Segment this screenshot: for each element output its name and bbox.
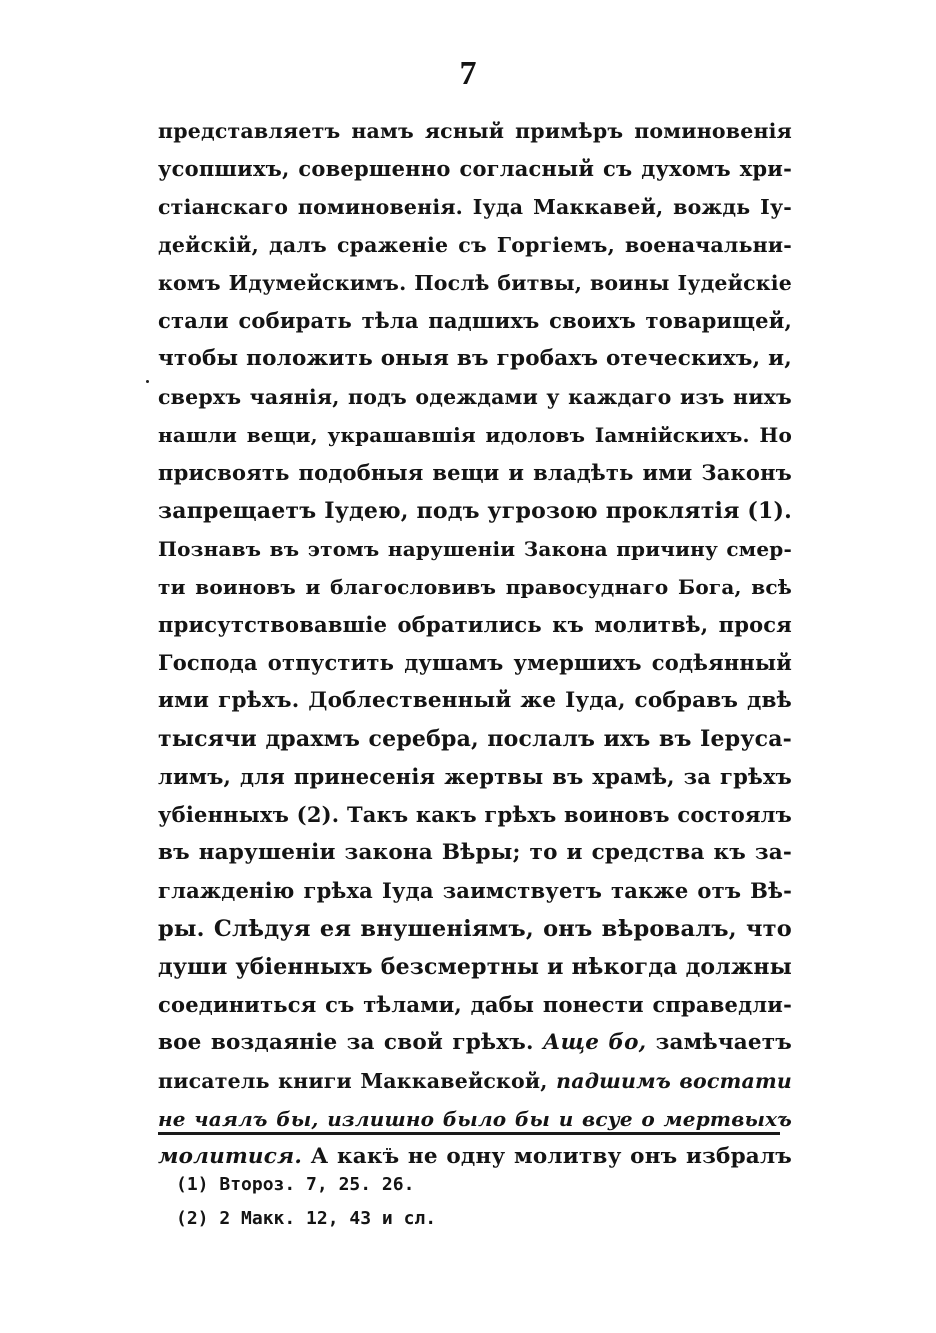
text-segment: представляетъ намъ ясный примѣръ поминовенія xyxy=(158,119,792,143)
text-segment: присутствовавшіе обратились къ молитвѣ, прося xyxy=(158,612,792,637)
text-line xyxy=(158,872,792,910)
footnote xyxy=(176,1168,436,1202)
footnote-marker: (1) xyxy=(176,1174,209,1195)
page-number: 7 xyxy=(459,55,477,92)
text-line xyxy=(158,1062,792,1100)
text-segment: лимъ, для принесенія жертвы въ храмѣ, за грѣхъ xyxy=(158,764,792,789)
text-segment: запрещаетъ Іудею, подъ угрозою проклятія (1). xyxy=(158,498,792,524)
text-segment: комъ Идумейскимъ. Послѣ битвы, воины Іудейскіе xyxy=(158,271,792,295)
text-line xyxy=(158,758,792,796)
text-segment: стали собирать тѣла падшихъ своихъ товарищей, xyxy=(158,308,792,333)
text-segment: тысячи драхмъ серебра, послалъ ихъ въ Іеруса- xyxy=(158,726,792,752)
text-segment: ры. Слѣдуя ея внушеніямъ, онъ вѣровалъ, что xyxy=(158,916,792,942)
text-line xyxy=(158,682,792,720)
text-line xyxy=(158,948,792,986)
text-segment: ти воиновъ и благословивъ правосуднаго Бога, всѣ xyxy=(158,575,792,599)
text-segment: убіенныхъ (2). Такъ какъ грѣхъ воиновъ состоялъ xyxy=(158,802,792,827)
text-line xyxy=(158,1024,792,1062)
text-segment: сверхъ чаянія, подъ одеждами у каждаго изъ нихъ xyxy=(158,385,792,409)
text-segment: Познавъ въ этомъ нарушеніи Закона причину смер- xyxy=(158,537,792,561)
text-segment: Господа отпустить душамъ умершихъ содѣянный xyxy=(158,650,792,675)
text-segment: глажденію грѣха Іуда заимствуетъ также отъ Вѣ- xyxy=(158,878,792,903)
footnote-text: Второз. 7, 25. 26. xyxy=(219,1174,415,1195)
text-segment: писатель книги Маккавейской, xyxy=(158,1069,557,1093)
text-segment: вое воздаяніе за свой грѣхъ. xyxy=(158,1030,543,1055)
italic-text-segment: Аще бо, xyxy=(542,1030,647,1055)
text-line xyxy=(158,454,792,492)
text-segment: замѣчаетъ xyxy=(646,1030,792,1055)
footnote-divider xyxy=(158,1132,780,1135)
text-segment: присвоять подобныя вещи и владѣть ими Законъ xyxy=(158,460,792,485)
print-speck xyxy=(146,380,149,383)
text-line xyxy=(158,264,792,302)
text-line xyxy=(158,150,792,188)
text-segment: усопшихъ, совершенно согласный съ духомъ хри- xyxy=(158,156,792,181)
footnote-text: 2 Макк. 12, 43 и сл. xyxy=(219,1208,437,1229)
text-line xyxy=(158,188,792,226)
text-segment: души убіенныхъ безсмертны и нѣкогда должны xyxy=(158,954,792,980)
text-line xyxy=(158,378,792,416)
text-line xyxy=(158,720,792,758)
text-segment: соединиться съ тѣлами, дабы понести справедли- xyxy=(158,992,792,1017)
text-line xyxy=(158,112,792,150)
text-line xyxy=(158,644,792,682)
text-segment: чтобы положить оныя въ гробахъ отеческихъ, и, xyxy=(158,346,792,371)
italic-text-segment: молитися. xyxy=(158,1144,303,1169)
text-line xyxy=(158,796,792,834)
text-segment: А какъ не одну молитву онъ избралъ xyxy=(302,1144,792,1169)
text-segment: ими грѣхъ. Доблественный же Іуда, собравъ двѣ xyxy=(158,688,792,713)
italic-text-segment: не чаялъ бы, излишно было бы и всуе о мертвыхъ xyxy=(158,1107,792,1131)
text-segment: стіанскаго поминовенія. Іуда Маккавей, вождь Іу- xyxy=(158,195,792,219)
text-line xyxy=(158,340,792,378)
text-segment: въ нарушеніи закона Вѣры; то и средства къ за- xyxy=(158,840,792,865)
text-line xyxy=(158,416,792,454)
footnote-marker: (2) xyxy=(176,1208,209,1229)
text-line xyxy=(158,226,792,264)
text-line xyxy=(158,834,792,872)
text-segment: нашли вещи, украшавшія идоловъ Іамнійскихъ. Но xyxy=(158,423,792,447)
text-line xyxy=(158,568,792,606)
text-line xyxy=(158,606,792,644)
text-line xyxy=(158,986,792,1024)
text-line xyxy=(158,530,792,568)
text-segment: дейскій, далъ сраженіе съ Горгіемъ, военачальни- xyxy=(158,233,792,257)
body-text xyxy=(158,112,792,1176)
italic-text-segment: падшимъ востати xyxy=(556,1069,792,1093)
print-speck xyxy=(386,1148,389,1156)
footnotes xyxy=(176,1168,436,1236)
text-line xyxy=(158,302,792,340)
text-line xyxy=(158,492,792,530)
footnote xyxy=(176,1202,436,1236)
text-line xyxy=(158,910,792,948)
